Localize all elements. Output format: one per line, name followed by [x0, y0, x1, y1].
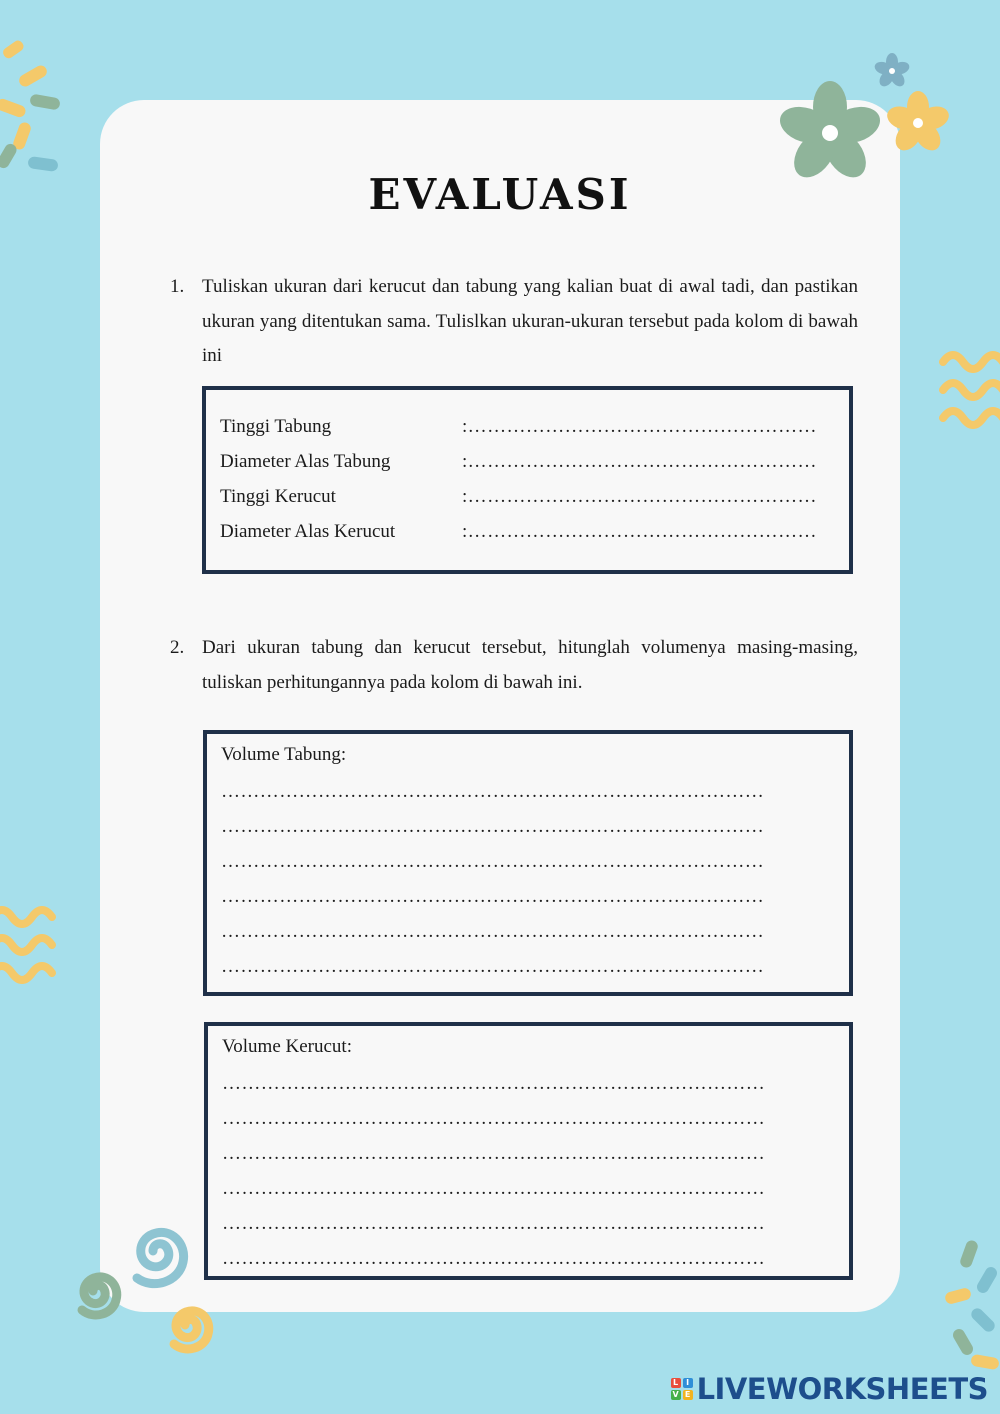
question-1: [170, 270, 858, 374]
answer-line[interactable]: …………………………………………………………………………: [221, 781, 765, 802]
answer-line[interactable]: …………………………………………………………………………: [222, 1248, 766, 1269]
question-number: 1.: [170, 276, 185, 297]
logo-letter: V: [672, 1390, 679, 1399]
answer-field[interactable]: :………………………………………………: [462, 451, 817, 472]
row-label: Diameter Alas Tabung: [220, 451, 391, 472]
measurement-row-tinggi-kerucut: [220, 479, 840, 514]
row-label: Tinggi Tabung: [220, 416, 332, 437]
confetti-decoration-top-left: [0, 30, 70, 180]
answer-field[interactable]: :………………………………………………: [462, 416, 817, 437]
logo-icon: [671, 1378, 693, 1400]
box-title: Volume Tabung:: [221, 744, 347, 765]
answer-line[interactable]: …………………………………………………………………………: [222, 1073, 766, 1094]
answer-line[interactable]: …………………………………………………………………………: [221, 886, 765, 907]
measurement-row-diameter-alas-kerucut: [220, 514, 840, 549]
logo-letter: L: [671, 1378, 681, 1388]
logo-text: LIVEWORKSHEETS: [696, 1372, 988, 1406]
volume-tabung-box: [203, 730, 853, 996]
logo-letter: E: [683, 1390, 693, 1400]
measurement-row-diameter-alas-tabung: [220, 444, 840, 479]
answer-line[interactable]: …………………………………………………………………………: [222, 1178, 766, 1199]
answer-field[interactable]: :………………………………………………: [462, 521, 817, 542]
question-2: [170, 631, 858, 700]
answer-line[interactable]: …………………………………………………………………………: [222, 1143, 766, 1164]
answer-line[interactable]: …………………………………………………………………………: [221, 956, 765, 977]
row-label: Tinggi Kerucut: [220, 486, 336, 507]
row-label: Diameter Alas Kerucut: [220, 521, 396, 542]
measurement-box: [202, 386, 853, 574]
answer-line[interactable]: …………………………………………………………………………: [221, 816, 765, 837]
answer-field[interactable]: :………………………………………………: [462, 486, 817, 507]
logo-letter: I: [683, 1378, 693, 1388]
box-title: Volume Kerucut:: [222, 1036, 352, 1057]
answer-line[interactable]: …………………………………………………………………………: [221, 921, 765, 942]
answer-line[interactable]: …………………………………………………………………………: [221, 851, 765, 872]
answer-line[interactable]: …………………………………………………………………………: [222, 1108, 766, 1129]
answer-line[interactable]: …………………………………………………………………………: [222, 1213, 766, 1234]
question-number: 2.: [170, 637, 185, 658]
page-title: EVALUASI: [368, 170, 632, 219]
wave-decoration-right: [935, 340, 1000, 450]
volume-kerucut-box: [204, 1022, 853, 1280]
question-text: Tuliskan ukuran dari kerucut dan tabung yang kalian buat di awal tadi, dan pastikan ukuran yang ditentukan sama. Tulislkan ukuran-ukuran tersebut pada kolom di bawah ini: [202, 276, 858, 366]
wave-decoration-left: [0, 895, 65, 1005]
liveworksheets-logo[interactable]: [671, 1370, 988, 1408]
measurement-row-tinggi-tabung: [220, 409, 840, 444]
question-text: Dari ukuran tabung dan kerucut tersebut, hitunglah volumenya masing-masing, tuliskan perhitungannya pada kolom di bawah ini.: [202, 637, 858, 693]
confetti-decoration-bottom-right: [935, 1240, 1000, 1390]
